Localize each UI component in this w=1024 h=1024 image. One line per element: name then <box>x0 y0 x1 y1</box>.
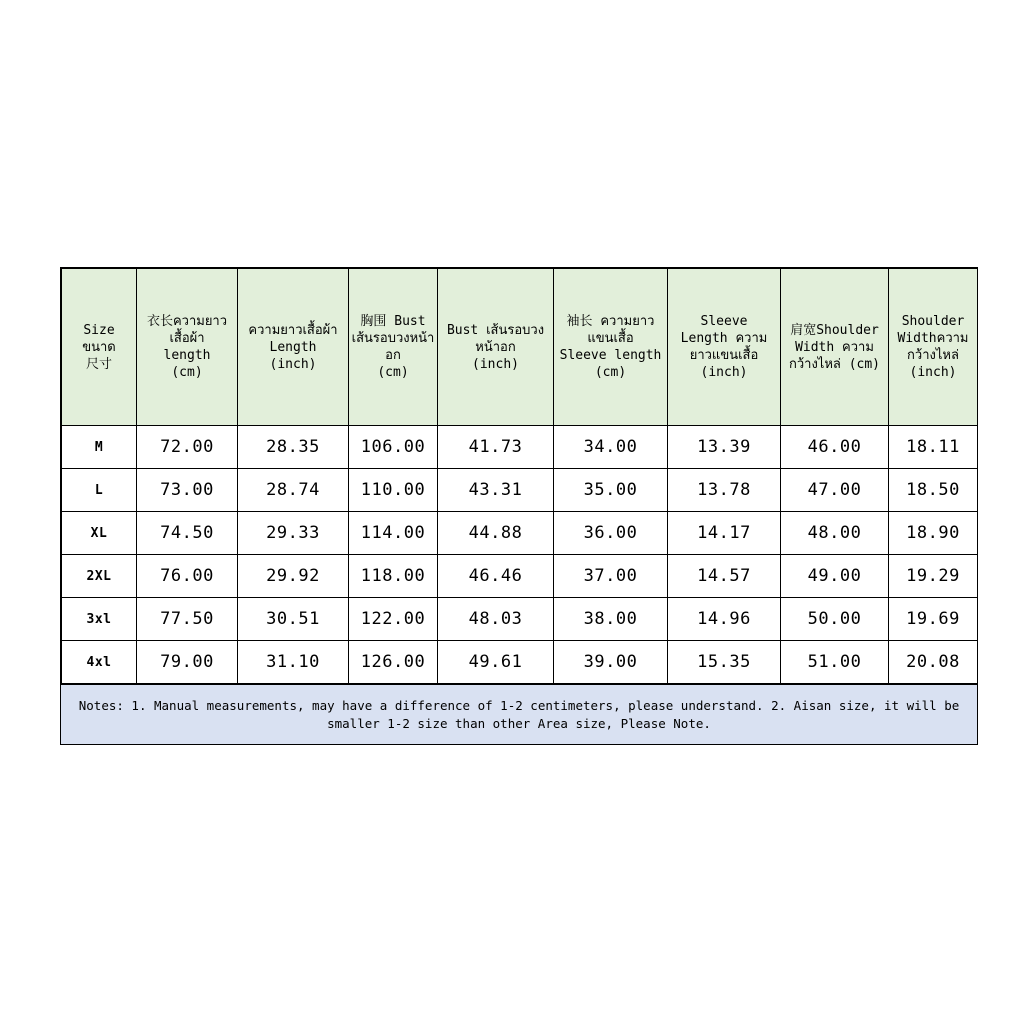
measurement-cell: 19.29 <box>889 555 978 598</box>
column-header <box>349 269 438 426</box>
table-row <box>62 512 978 555</box>
column-header-line: 袖长 ความยาว <box>566 314 655 329</box>
measurement-cell: 13.78 <box>668 469 781 512</box>
column-header-line: (inch) <box>909 365 957 380</box>
measurement-cell: 46.46 <box>438 555 554 598</box>
size-chart <box>60 267 978 745</box>
measurement-cell: 28.74 <box>238 469 349 512</box>
column-header <box>889 269 978 426</box>
column-header-line: Width ความ <box>795 339 874 355</box>
measurement-cell: 19.69 <box>889 598 978 641</box>
measurement-cell: 77.50 <box>137 598 238 641</box>
measurement-cell: 122.00 <box>349 598 438 641</box>
table-row <box>62 641 978 684</box>
measurement-cell: 14.17 <box>668 512 781 555</box>
measurement-cell: 73.00 <box>137 469 238 512</box>
size-cell: 3xl <box>62 598 137 641</box>
measurement-cell: 46.00 <box>781 426 889 469</box>
measurement-cell: 36.00 <box>554 512 668 555</box>
measurement-cell: 29.92 <box>238 555 349 598</box>
measurement-cell: 31.10 <box>238 641 349 684</box>
measurement-cell: 110.00 <box>349 469 438 512</box>
measurement-cell: 29.33 <box>238 512 349 555</box>
column-header-line: เสื้อผ้า <box>169 331 205 346</box>
column-header-line: Length <box>269 339 317 355</box>
column-header-line: หน้าอก <box>475 339 516 355</box>
column-header-line: 肩宽Shoulder <box>790 322 879 338</box>
measurement-cell: 114.00 <box>349 512 438 555</box>
measurement-cell: 20.08 <box>889 641 978 684</box>
column-header <box>62 269 137 426</box>
measurement-cell: 18.11 <box>889 426 978 469</box>
column-header <box>438 269 554 426</box>
measurement-cell: 72.00 <box>137 426 238 469</box>
column-header-line: (inch) <box>472 356 519 372</box>
table-body <box>62 426 978 684</box>
column-header-line: เส้นรอบวงหน้า <box>351 331 435 346</box>
measurement-cell: 79.00 <box>137 641 238 684</box>
table-row <box>62 555 978 598</box>
measurement-cell: 30.51 <box>238 598 349 641</box>
column-header-line: length <box>163 348 211 363</box>
size-cell: XL <box>62 512 137 555</box>
measurement-cell: 39.00 <box>554 641 668 684</box>
column-header <box>238 269 349 426</box>
column-header-line: อก <box>385 348 401 363</box>
notes-text: Notes: 1. Manual measurements, may have a difference of 1-2 centimeters, please understand. 2. Aisan size, it will be smaller 1-2 size than other Area size, Please Note. <box>61 684 977 744</box>
column-header <box>668 269 781 426</box>
measurement-cell: 13.39 <box>668 426 781 469</box>
measurement-cell: 43.31 <box>438 469 554 512</box>
column-header-line: (inch) <box>700 365 748 380</box>
measurement-cell: 35.00 <box>554 469 668 512</box>
column-header-line: (inch) <box>269 356 317 372</box>
size-table <box>61 268 978 684</box>
column-header-line: 衣长ความยาว <box>146 314 228 329</box>
column-header <box>554 269 668 426</box>
measurement-cell: 126.00 <box>349 641 438 684</box>
column-header-line: Sleeve length <box>559 348 662 363</box>
column-header-line: แขนเสื้อ <box>587 331 634 346</box>
size-cell: 2XL <box>62 555 137 598</box>
column-header-line: ขนาด <box>82 339 116 355</box>
measurement-cell: 74.50 <box>137 512 238 555</box>
column-header-line: 尺寸 <box>85 356 112 372</box>
column-header-line: Sleeve <box>700 314 748 329</box>
column-header-line: Widthความ <box>897 331 969 346</box>
measurement-cell: 50.00 <box>781 598 889 641</box>
measurement-cell: 14.57 <box>668 555 781 598</box>
measurement-cell: 49.00 <box>781 555 889 598</box>
column-header-line: กว้างไหล่ <box>907 348 959 363</box>
measurement-cell: 49.61 <box>438 641 554 684</box>
table-row <box>62 426 978 469</box>
column-header-line: Size <box>83 322 115 338</box>
measurement-cell: 28.35 <box>238 426 349 469</box>
header-row <box>62 269 978 426</box>
column-header-line: Shoulder <box>901 314 965 329</box>
measurement-cell: 37.00 <box>554 555 668 598</box>
size-cell: L <box>62 469 137 512</box>
table-row <box>62 469 978 512</box>
column-header-line: (cm) <box>171 365 203 380</box>
column-header-line: (cm) <box>594 365 627 380</box>
measurement-cell: 44.88 <box>438 512 554 555</box>
measurement-cell: 41.73 <box>438 426 554 469</box>
size-cell: M <box>62 426 137 469</box>
measurement-cell: 14.96 <box>668 598 781 641</box>
measurement-cell: 15.35 <box>668 641 781 684</box>
column-header-line: ยาวแขนเสื้อ <box>689 348 759 363</box>
measurement-cell: 48.03 <box>438 598 554 641</box>
measurement-cell: 48.00 <box>781 512 889 555</box>
column-header-line: ความยาวเสื้อผ้า <box>248 322 338 338</box>
measurement-cell: 34.00 <box>554 426 668 469</box>
column-header <box>781 269 889 426</box>
size-cell: 4xl <box>62 641 137 684</box>
measurement-cell: 51.00 <box>781 641 889 684</box>
column-header-line: Bust เส้นรอบวง <box>446 322 545 338</box>
measurement-cell: 38.00 <box>554 598 668 641</box>
column-header-line: (cm) <box>377 365 409 380</box>
measurement-cell: 118.00 <box>349 555 438 598</box>
measurement-cell: 76.00 <box>137 555 238 598</box>
column-header <box>137 269 238 426</box>
column-header-line: Length ความ <box>680 331 768 346</box>
column-header-line: 胸围 Bust <box>360 314 426 329</box>
measurement-cell: 47.00 <box>781 469 889 512</box>
table-row <box>62 598 978 641</box>
column-header-line: กว้างไหล่ (cm) <box>788 356 881 372</box>
measurement-cell: 18.50 <box>889 469 978 512</box>
measurement-cell: 18.90 <box>889 512 978 555</box>
measurement-cell: 106.00 <box>349 426 438 469</box>
